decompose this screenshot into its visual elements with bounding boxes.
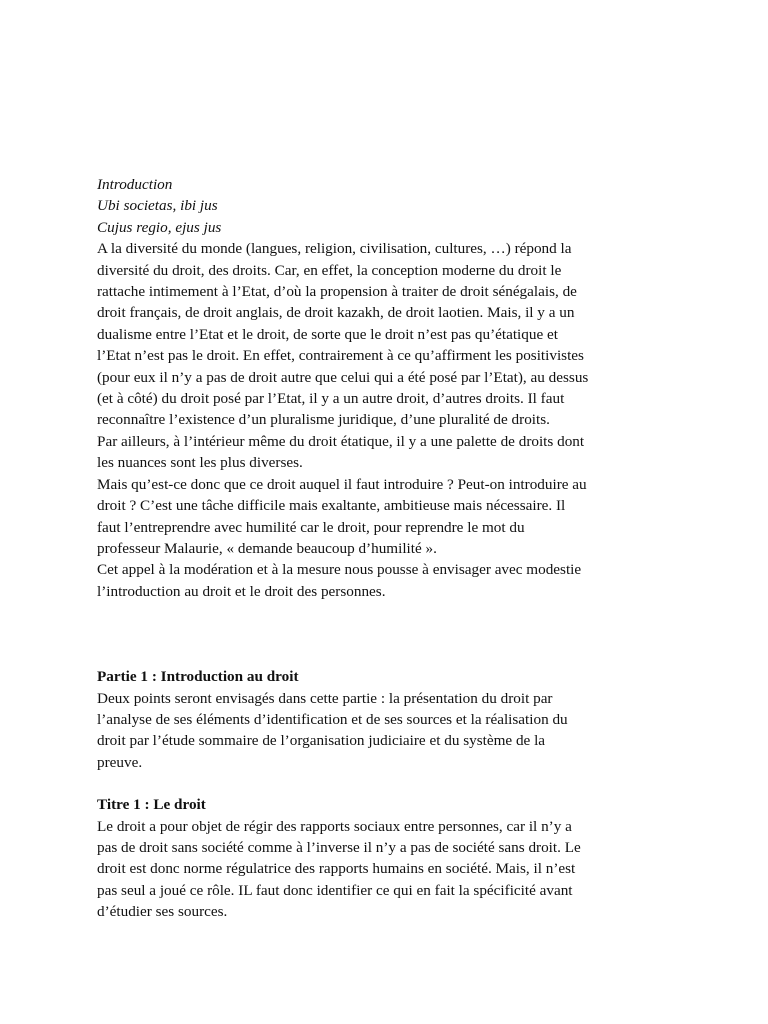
text-line: droit français, de droit anglais, de droit kazakh, de droit laotien. Mais, il y a un — [97, 304, 575, 322]
text-line: l’Etat n’est pas le droit. En effet, contrairement à ce qu’affirment les positivistes — [97, 347, 584, 365]
text-line: d’étudier ses sources. — [97, 903, 228, 921]
introduction-section — [97, 174, 677, 602]
text-line: preuve. — [97, 753, 143, 771]
titre-1-heading: Titre 1 : Le droit — [97, 796, 206, 814]
text-line: droit est donc norme régulatrice des rapports humains en société. Mais, il n’est — [97, 860, 576, 878]
section-spacer — [97, 773, 677, 794]
text-line: Mais qu’est-ce donc que ce droit auquel il faut introduire ? Peut-on introduire au — [97, 475, 587, 493]
text-line: professeur Malaurie, « demande beaucoup d’humilité ». — [97, 539, 437, 557]
text-line: l’introduction au droit et le droit des personnes. — [97, 582, 386, 600]
text-line: reconnaître l’existence d’un pluralisme juridique, d’une pluralité de droits. — [97, 411, 550, 429]
text-line: Deux points seront envisagés dans cette partie : la présentation du droit par — [97, 689, 553, 707]
text-line: A la diversité du monde (langues, religion, civilisation, cultures, …) répond la — [97, 240, 572, 258]
text-line: diversité du droit, des droits. Car, en effet, la conception moderne du droit le — [97, 261, 562, 279]
text-line: Cet appel à la modération et à la mesure nous pousse à envisager avec modestie — [97, 561, 582, 579]
text-line: droit ? C’est une tâche difficile mais exaltante, ambitieuse mais nécessaire. Il — [97, 497, 566, 515]
text-line: (pour eux il n’y a pas de droit autre que celui qui a été posé par l’Etat), au dessus — [97, 368, 589, 386]
text-line: faut l’entreprendre avec humilité car le droit, pour reprendre le mot du — [97, 518, 525, 536]
text-line: pas de droit sans société comme à l’inverse il n’y a pas de société sans droit. Le — [97, 838, 581, 856]
section-spacer — [97, 602, 677, 666]
latin-maxim-1: Ubi societas, ibi jus — [97, 197, 218, 215]
text-line: l’analyse de ses éléments d’identification et de ses sources et la réalisation du — [97, 710, 568, 728]
text-line: Par ailleurs, à l’intérieur même du droit étatique, il y a une palette de droits dont — [97, 432, 585, 450]
text-line: Le droit a pour objet de régir des rapports sociaux entre personnes, car il n’y a — [97, 817, 572, 835]
text-line: (et à côté) du droit posé par l’Etat, il y a un autre droit, d’autres droits. Il faut — [97, 390, 565, 408]
text-line: dualisme entre l’Etat et le droit, de sorte que le droit n’est pas qu’étatique et — [97, 325, 558, 343]
text-line: pas seul a joué ce rôle. IL faut donc identifier ce qui en fait la spécificité avant — [97, 881, 573, 899]
latin-maxim-2: Cujus regio, ejus jus — [97, 218, 222, 236]
text-line: les nuances sont les plus diverses. — [97, 454, 303, 472]
document-page — [97, 174, 677, 923]
titre-1-section — [97, 794, 677, 922]
introduction-heading: Introduction — [97, 176, 173, 193]
text-line: droit par l’étude sommaire de l’organisation judiciaire et du système de la — [97, 732, 546, 750]
partie-1-heading: Partie 1 : Introduction au droit — [97, 668, 299, 686]
partie-1-section — [97, 666, 677, 773]
text-line: rattache intimement à l’Etat, d’où la propension à traiter de droit sénégalais, de — [97, 283, 577, 301]
